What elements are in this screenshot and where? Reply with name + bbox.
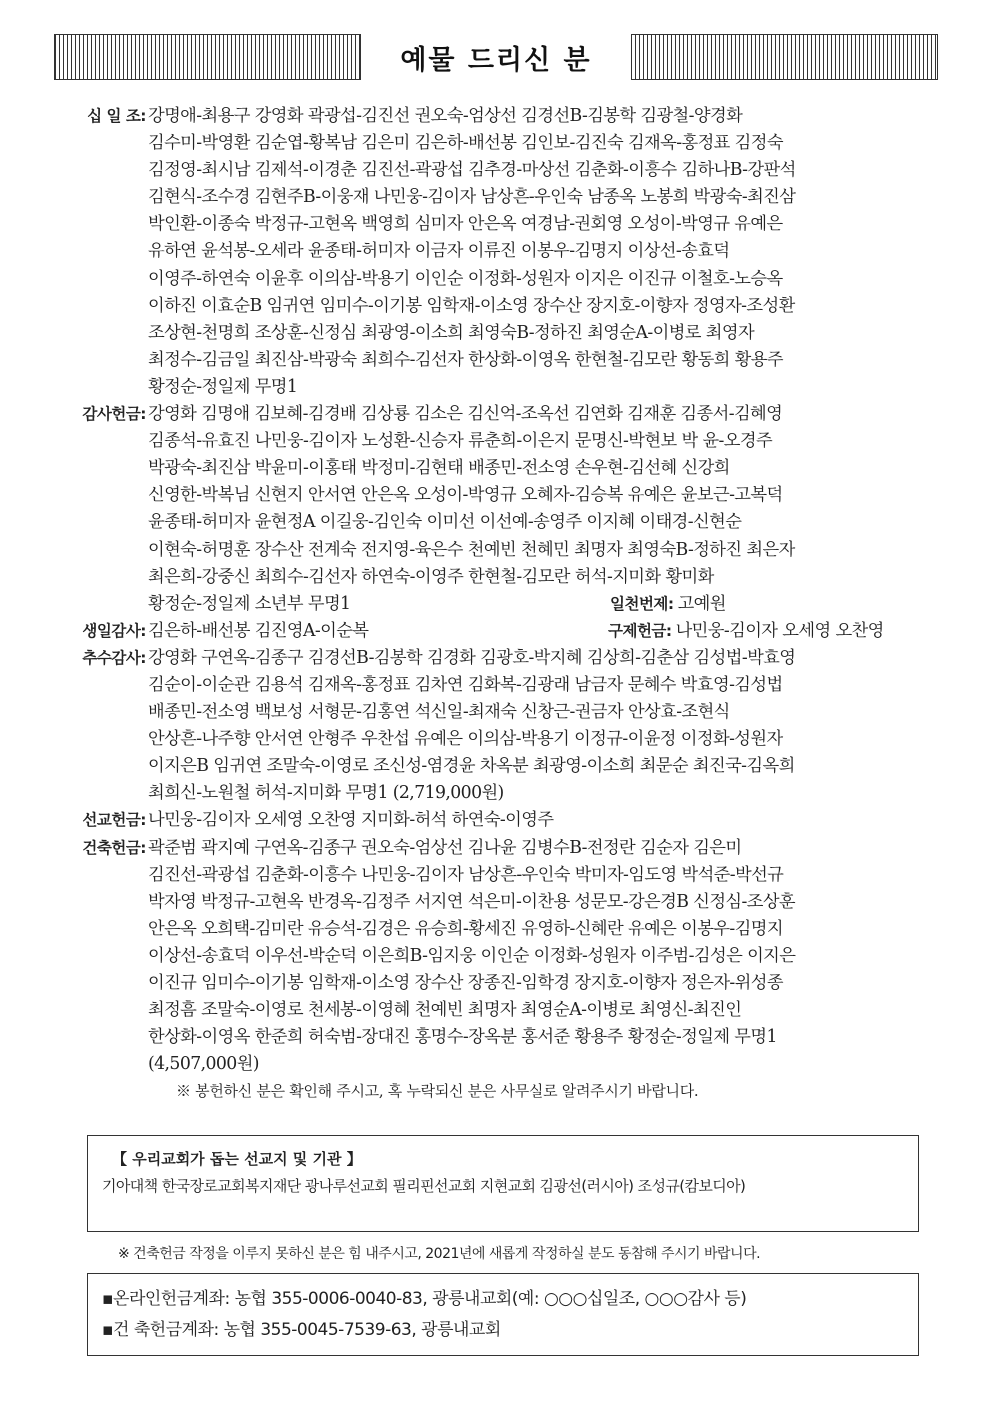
name-line: 황정순-정일제 소년부 무명1 — [148, 593, 351, 614]
section-names — [146, 835, 940, 1079]
building-account: ▪건 축헌금계좌: 농협 355-0045-7539-63, 광릉내교회 — [102, 1320, 501, 1340]
section-label: 생일감사: — [82, 621, 146, 640]
section-tithe — [60, 103, 940, 401]
check-notice: ※ 봉헌하신 분은 확인해 주시고, 혹 누락되신 분은 사무실로 알려주시기 바랍니다. — [176, 1082, 699, 1101]
name-line: 이지은B 임귀연 조말숙-이영로 조신성-염경윤 차옥분 최광영-이소희 최문순 최진국-김옥희 — [148, 756, 795, 777]
name-line: 나민웅-김이자 오세영 오찬영 지미화-허석 하연숙-이영주 — [148, 810, 554, 831]
name-line: 한상화-이영옥 한준희 허숙범-장대진 홍명수-장옥분 홍서준 황용주 황정순-정일제 무명1 — [148, 1027, 777, 1048]
name-line: 유하연 윤석봉-오세라 윤종태-허미자 이금자 이류진 이봉우-김명지 이상선-송효덕 — [148, 241, 730, 262]
name-line: 이영주-하연숙 이윤후 이의삼-박용기 이인순 이정화-성원자 이지은 이진규 이철호-노승옥 — [148, 268, 783, 289]
missions-heading: 【 우리교회가 돕는 선교지 및 기관 】 — [112, 1150, 362, 1168]
name-line: 최희신-노원철 허석-지미화 무명1 (2,719,000원) — [148, 783, 504, 804]
name-line: (4,507,000원) — [148, 1054, 259, 1075]
section-label: 십 일 조: — [87, 107, 146, 125]
title-bar — [54, 34, 938, 80]
name-line: 고예원 — [677, 593, 726, 614]
name-line: 최정수-김금일 최진삼-박광숙 최희수-김선자 한상화-이영옥 한현철-김모란 황동희 황용주 — [148, 349, 783, 370]
name-line: 이진규 임미수-이기봉 임학재-이소영 장수산 장종진-임학경 장지호-이향자 정은자-위성종 — [148, 973, 783, 993]
section-mission — [60, 807, 940, 834]
missions-box — [87, 1135, 919, 1232]
section-thanks — [60, 401, 940, 618]
section-label: 감사헌금: — [82, 405, 146, 424]
thousand-offering — [610, 591, 726, 618]
name-line: 박인환-이종숙 박정규-고현옥 백영희 심미자 안은옥 여경남-권회영 오성이-박영규 유예은 — [148, 214, 783, 235]
name-line: 박자영 박정규-고현옥 반경옥-김정주 서지연 석은미-이찬용 성문모-강은경B 신정심-조상훈 — [148, 891, 796, 912]
name-line: 안상흔-나주향 안서연 안형주 우찬섭 유예은 이의삼-박용기 이정규-이윤정 이정화-성원자 — [148, 729, 783, 750]
name-line: 김수미-박영환 김순엽-황복남 김은미 김은하-배선봉 김인보-김진숙 김재옥-홍정표 김정숙 — [148, 133, 783, 154]
offering-list — [60, 103, 940, 1105]
name-line: 안은옥 오희택-김미란 유승석-김경은 유승희-황세진 유영하-신혜란 유예은 이봉우-김명지 — [148, 918, 783, 939]
section-names — [146, 807, 940, 834]
name-line: 김현식-조수경 김현주B-이웅재 나민웅-김이자 남상흔-우인숙 남종옥 노봉희 박광숙-최진삼 — [148, 187, 796, 208]
name-line: 김종석-유효진 나민웅-김이자 노성환-신승자 류춘희-이은지 문명신-박현보 박 윤-오경주 — [148, 431, 773, 452]
section-names — [146, 401, 940, 618]
section-label: 추수감사: — [82, 648, 146, 667]
missions-list: 기아대책 한국장로교회복지재단 광나루선교회 필리핀선교회 지현교회 김광선(러시아) 조성규(캄보디아) — [102, 1177, 746, 1195]
name-line: 윤종태-허미자 윤현정A 이길웅-김인숙 이미선 이선예-송영주 이지혜 이태경-신현순 — [148, 512, 742, 533]
combo-row-birthday-relief — [60, 618, 940, 645]
section-harvest — [60, 645, 940, 808]
section-label: 선교헌금: — [82, 811, 146, 830]
section-relief — [608, 618, 884, 645]
name-line: 황정순-정일제 무명1 — [148, 376, 298, 397]
combo-row — [148, 591, 940, 618]
title-box — [360, 34, 632, 80]
online-account: ▪온라인헌금계좌: 농협 355-0006-0040-83, 광릉내교회(예: ○○○십일조, ○○○감사 등) — [102, 1289, 747, 1309]
name-line: 박광숙-최진삼 박윤미-이홍태 박정미-김현태 배종민-전소영 손우현-김선혜 신강희 — [148, 458, 730, 479]
name-line: 이상선-송효덕 이우선-박순덕 이은희B-임지웅 이인순 이정화-성원자 이주범-김성은 이지은 — [148, 945, 796, 966]
name-line: 김정영-최시남 김제석-이경춘 김진선-곽광섭 김추경-마상선 김춘화-이흥수 김하나B-강판석 — [148, 160, 796, 181]
section-label: 건축헌금: — [82, 838, 146, 857]
name-line: 김진선-곽광섭 김춘화-이흥수 나민웅-김이자 남상흔-우인숙 박미자-임도영 박석준-박선규 — [148, 864, 784, 885]
name-line: 강영화 구연옥-김종구 김경선B-김봉학 김경화 김광호-박지혜 김상희-김춘삼 김성법-박효영 — [148, 647, 796, 668]
name-line: 나민웅-김이자 오세영 오찬영 — [675, 620, 884, 641]
section-label: 구제헌금: — [608, 621, 672, 640]
name-line: 배종민-전소영 백보성 서형문-김홍연 석신일-최재숙 신창근-권금자 안상효-조현식 — [148, 702, 730, 723]
section-names — [146, 645, 940, 808]
section-building — [60, 835, 940, 1079]
name-line: 김은하-배선봉 김진영A-이순복 — [148, 620, 369, 641]
name-line: 최은희-강중신 최희수-김선자 하연숙-이영주 한현철-김모란 허석-지미화 황미화 — [148, 566, 714, 587]
section-names — [146, 103, 940, 401]
name-line: 최정흠 조말숙-이영로 천세봉-이영혜 천예빈 최명자 최영순A-이병로 최영신-최진인 — [148, 1000, 742, 1021]
name-line: 조상현-천명희 조상훈-신정심 최광영-이소희 최영숙B-정하진 최영순A-이병로 최영자 — [148, 322, 755, 343]
name-line: 김순이-이순관 김용석 김재옥-홍정표 김차연 김화복-김광래 남금자 문혜수 박효영-김성법 — [148, 674, 783, 695]
name-line: 강영화 김명애 김보혜-김경배 김상룡 김소은 김신억-조옥선 김연화 김재훈 김종서-김혜영 — [148, 404, 783, 425]
name-line: 신영한-박복님 신현지 안서연 안은옥 오성이-박영규 오혜자-김승복 유예은 윤보근-고복덕 — [148, 485, 783, 506]
name-line: 곽준범 곽지예 구연옥-김종구 권오숙-엄상선 김나윤 김병수B-전정란 김순자 김은미 — [148, 837, 742, 858]
building-pledge-notice: ※ 건축헌금 작정을 이루지 못하신 분은 힘 내주시고, 2021년에 새롭게 작정하실 분도 동참해 주시기 바랍니다. — [118, 1246, 761, 1262]
section-label: 일천번제: — [610, 594, 674, 613]
name-line: 이현숙-허명훈 장수산 전계숙 전지영-육은수 천예빈 천혜민 최명자 최영숙B-정하진 최은자 — [148, 539, 795, 560]
accounts-box — [87, 1273, 919, 1356]
section-birthday — [60, 618, 608, 645]
name-line: 강명애-최용구 강영화 곽광섭-김진선 권오숙-엄상선 김경선B-김봉학 김광철-양경화 — [148, 106, 743, 126]
page-title: 예물 드리신 분 — [400, 44, 592, 76]
name-line: 이하진 이효순B 임귀연 임미수-이기봉 임학재-이소영 장수산 장지호-이향자 정영자-조성환 — [148, 295, 795, 316]
